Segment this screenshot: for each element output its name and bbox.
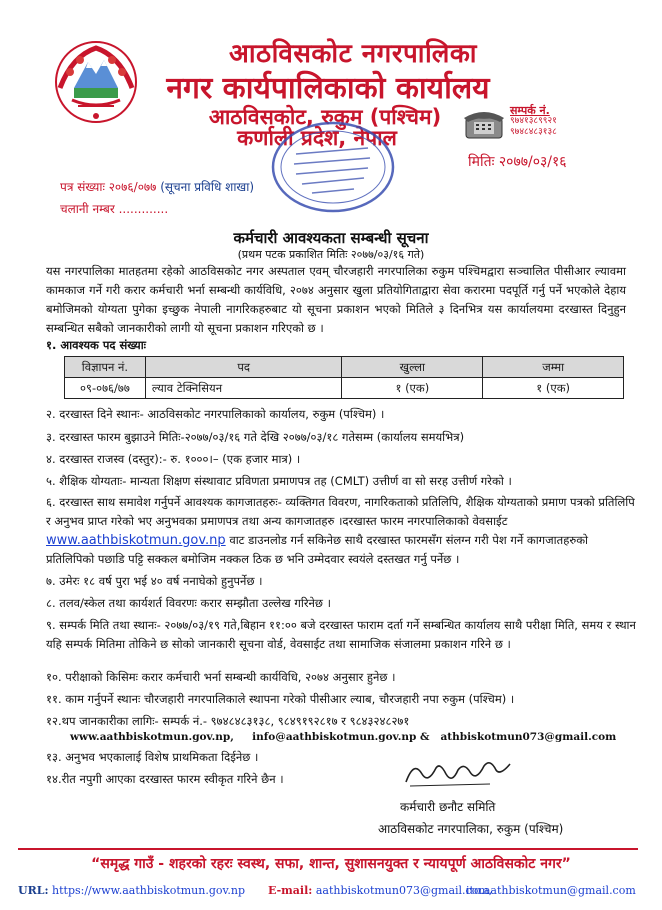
url-label: URL: [18,884,49,897]
cell-total: १ (एक) [483,378,624,399]
province-name: कर्णाली प्रदेश, नेपाल [237,126,397,150]
item-6 [46,493,636,569]
item-12-email-info[interactable]: info@aathbiskotmun.gov.np & [252,731,430,743]
item-4: ४. दरखास्त राजस्व (दस्तुर):- रु. १०००।– (एक हजार मात्र) । [46,452,301,466]
contact-title: सम्पर्क नं. [510,104,550,117]
reference-branch: (सूचना प्रविधि शाखा) [160,180,255,194]
letter-date: मितिः २०७७/०३/१६ [468,154,567,170]
item-2: २. दरखास्त दिने स्थानः- आठविसकोट नगरपालिकाको कार्यालय, रुकुम (पश्चिम) । [46,407,385,421]
vacancy-table [64,356,624,399]
item-12-website[interactable]: www.aathbiskotmun.gov.np, [70,731,234,743]
footer-email [268,884,492,897]
item-7: ७. उमेरः १८ वर्ष पुरा भई ४० वर्ष ननाघेको हुनुपर्नेछ । [46,574,263,588]
notice-title: कर्मचारी आवश्यकता सम्बन्धी सूचना [233,229,429,247]
website-link[interactable]: www.aathbiskotmun.gov.np [46,533,226,548]
office-name: नगर कार्यपालिकाको कार्यालय [166,71,490,106]
contact-number-2: ९७४८४८३१३८ [510,127,557,137]
item-12: १२.थप जानकारीका लागिः- सम्पर्क नं.- ९७४८४८३१३८, ९८४९१९२८१७ र ९८४३२४८२७१ [46,714,410,728]
item-12-contacts [70,731,630,743]
item-6-text-cont: वाट डाउनलोड गर्न सकिनेछ साथै दरखास्त फारमसँग संलग्न गरी पेश गर्ने कागजातहरुको प्रतिलिपिको पछाडि पट्टि सक्कल बमोजिम नक्कल ठिक छ भनि उम्मेदवार स्वयंले दस्तखत गर्नु पर्नेछ । [46,533,589,566]
item-1-heading: १. आवश्यक पद संख्याः [46,338,147,352]
item-12-email-gmail[interactable]: athbiskotmun073@gmail.com [440,731,617,743]
notice-subtitle: (प्रथम पटक प्रकाशित मितिः २०७७/०३/१६ गते) [237,248,425,261]
cell-ad-number: ०९-०७६/७७ [65,378,146,399]
item-3: ३. दरखास्त फारम बुझाउने मितिः-२०७७/०३/१६ गते देखि २०७७/०३/१८ गतेसम्म (कार्यालय समयभित्र) [46,430,465,444]
signatory-committee: कर्मचारी छनौट समिति [400,800,496,814]
municipality-name: आठविसकोट नगरपालिका [228,39,478,69]
email-link-1[interactable]: aathbiskotmun073@gmail.com, [315,884,493,897]
item-11: ११. काम गर्नुपर्ने स्थानः चौरजहारी नगरपालिकाले स्थापना गरेको पीसीआर ल्याब, चौरजहारी नपा रुकुम (पश्चिम) । [46,692,515,706]
vacancy-table-header [65,357,624,378]
contact-number-1: ९७४१३८९९२१ [510,116,557,126]
email-link-2[interactable]: ito.aathbiskotmun@gmail.com [466,884,636,897]
header-total: जम्मा [483,357,624,378]
office-seal-stamp [268,118,398,216]
item-6-text: ६. दरखास्त साथ समावेश गर्नुपर्ने आवश्यक कागजातहरुः- व्यक्तिगत विवरण, नागरिकताको प्रतिलिपि, शैक्षिक योग्यताको प्रमाण पत्रको प्रतिलिपि र अनुभव प्राप्त गरेको भए अनुभवका प्रमाणपत्र तथा अन्य कागजातहरु ।दरखास्त फारम नगरपालिकाको वेवसाईट [46,495,635,528]
cell-position: ल्याव टेक्निसियन [145,378,342,399]
item-14: १४.रीत नपुगी आएका दरखास्त फारम स्वीकृत गरिने छैन । [46,772,284,786]
telephone-icon [462,106,506,142]
office-address: आठविसकोट, रुकुम (पश्चिम) [208,105,442,129]
reference-label: पत्र संख्याः २०७६/०७७ [60,180,157,194]
reference-number [60,178,254,195]
signatory-office: आठविसकोट नगरपालिका, रुकुम (पश्चिम) [378,822,564,836]
cell-open: १ (एक) [342,378,483,399]
handwritten-signature [400,754,520,790]
contact-block [510,105,595,138]
email-label: E-mail: [268,884,313,897]
dispatch-number: चलानी नम्बर ............. [60,202,169,216]
municipality-slogan: “समृद्ध गाउँ - शहरको रहरः स्वस्थ, सफा, शान्त, सुशासनयुक्त र न्यायपूर्ण आठविसकोट नगर” [91,856,571,872]
table-row [65,378,624,399]
footer-url [18,884,245,897]
notice-intro: यस नगरपालिका मातहतमा रहेको आठविसकोट नगर अस्पताल एवम् चौरजहारी नगरपालिका रुकुम पश्चिमद्वारा सञ्चालित पीसीआर ल्यावमा कामकाज गर्ने गरी करार कर्मचारी भर्ना सम्बन्धी कार्यविधि, २०७४ अनुसार खुला प्रतियोगिताद्वारा सेवा करारमा पदपूर्ति गर्नु पर्ने भएकोले देहाय बमोजिमको योग्यता पुगेका इच्छुक नेपाली नागरिकहरुबाट यो सूचना प्रकाशन भएको मितिले ३ दिनभित्र यस कार्यालयमा दरखास्त दिनुहुन सम्बन्धित सबैको जानकारीको लागी यो सूचना प्रकाशन गरिएको छ । [46,264,626,335]
item-5: ५. शैक्षिक योग्यताः- मान्यता शिक्षण संस्थावाट प्रविणता प्रमाणपत्र तह (CMLT) उत्तीर्ण वा सो सरह उत्तीर्ण गरेको । [46,474,512,488]
item-9: ९. सम्पर्क मिति तथा स्थानः- २०७७/०३/१९ गते,बिहान ११:०० बजे दरखास्त फाराम दर्ता गर्ने सम्बन्धित कार्यालय साथै परीक्षा मिति, समय र स्थान यहि सम्पर्क मितिमा तोकिने छ सोको जानकारी सूचना वोर्ड, वेवसाईट तथा सामाजिक संजालमा प्रकाशन गरिने छ । [46,618,636,651]
header-position: पद [145,357,342,378]
url-link[interactable]: https://www.aathbiskotmun.gov.np [52,884,246,897]
nepal-emblem-icon [52,38,140,124]
header-open: खुल्ला [342,357,483,378]
footer-divider [18,848,638,850]
item-10: १०. परीक्षाको किसिमः करार कर्मचारी भर्ना सम्बन्धी कार्यविधि, २०७४ अनुसार हुनेछ । [46,670,396,684]
item-8: ८. तलव/स्केल तथा कार्यशर्त विवरणः करार सम्झौता उल्लेख गरिनेछ । [46,596,331,610]
header-ad-number: विज्ञापन नं. [65,357,146,378]
item-13: १३. अनुभव भएकालाई विशेष प्राथमिकता दिईनेछ । [46,750,259,764]
